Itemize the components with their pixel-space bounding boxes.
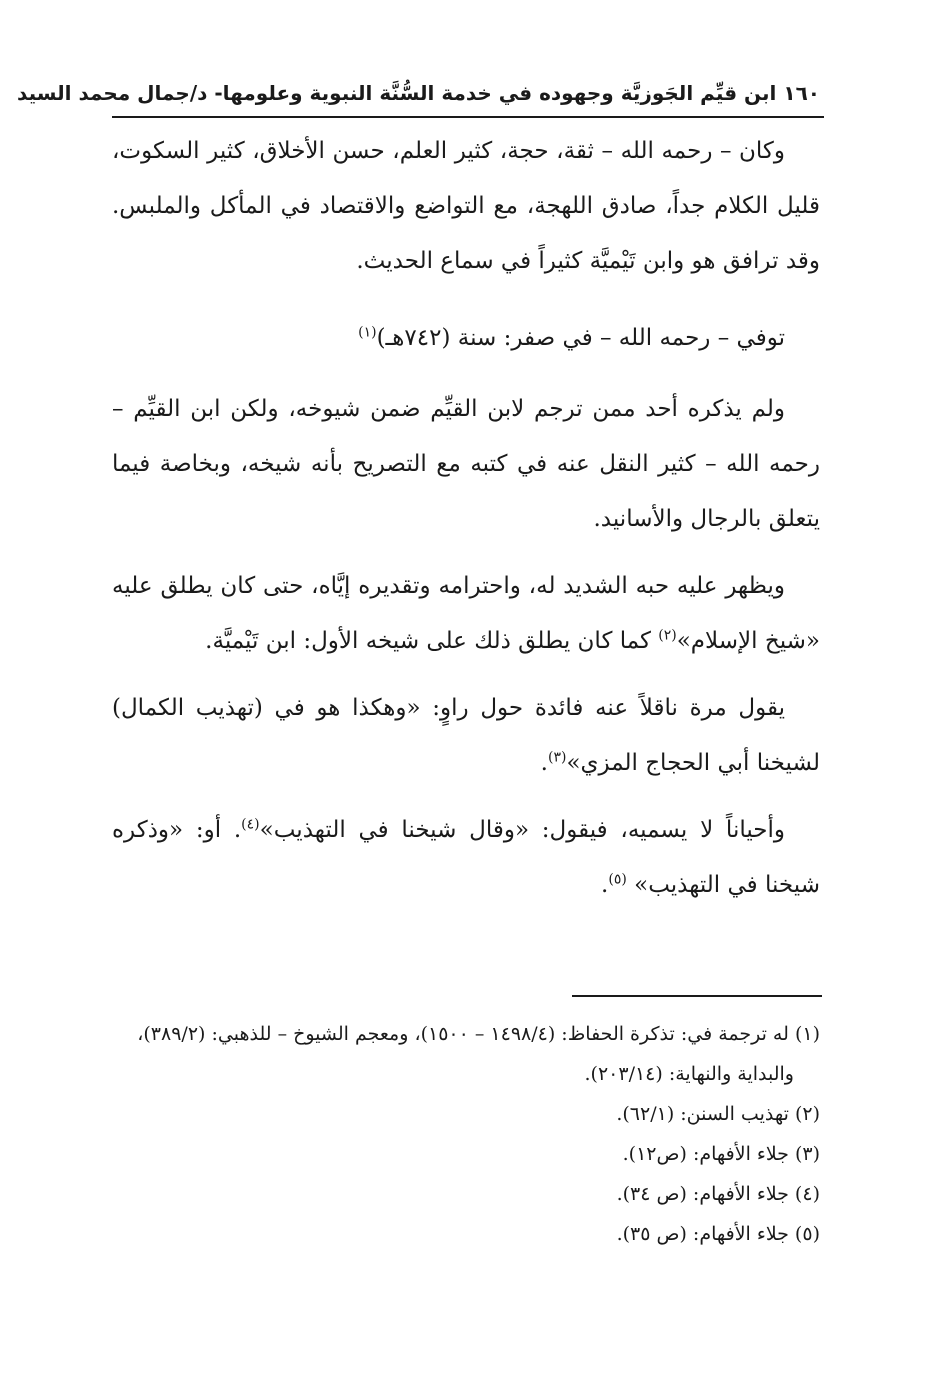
- quote-text-a: يقول مرة ناقلاً عنه فائدة حول راوٍ: «وهكذا هو في (تهذيب الكمال) لشيخنا أبي الحجاج المزي»: [112, 695, 820, 776]
- header-rule: [112, 116, 824, 118]
- running-header: ١٦٠ ابن قيِّم الجَوزيَّة وجهوده في خدمة السُّنَّة النبوية وعلومها- د/جمال محمد السيد: [17, 81, 820, 105]
- quote-text-b: .: [540, 750, 548, 776]
- footnote-ref-4: (٤): [241, 816, 260, 833]
- footnote-ref-2: (٢): [658, 627, 677, 644]
- footnote-item: (٢) تهذيب السنن: (٦٢/١).: [616, 1103, 820, 1125]
- footnote-item: (١) له ترجمة في: تذكرة الحفاظ: (١٤٩٨/٤ – ١٥٠٠)، ومعجم الشيوخ – للذهبي: (٣٨٩/٢)، والبداية والنهاية: (٢٠٣/١٤).: [137, 1023, 820, 1085]
- footnote-item: (٤) جلاء الأفهام: (ص ٣٤).: [616, 1183, 820, 1205]
- unnamed-text-b: . أو: «وذكره شيخنا في التهذيب»: [112, 817, 820, 898]
- paragraph-death: [112, 311, 820, 366]
- paragraph-quote-tahdhib: [112, 681, 820, 791]
- death-text: توفي – رحمه الله – في صفر: سنة (٧٤٢هـ): [376, 325, 785, 351]
- paragraph-respect: [112, 559, 820, 669]
- paragraph-unnamed: [112, 803, 820, 913]
- footnote-item: (٣) جلاء الأفهام: (ص١٢).: [622, 1143, 820, 1165]
- unnamed-text-a: وأحياناً لا يسميه، فيقول: «وقال شيخنا في التهذيب»: [259, 817, 786, 843]
- footnote-item: (٥) جلاء الأفهام: (ص ٣٥).: [616, 1223, 820, 1245]
- footnotes: [112, 1014, 820, 1254]
- footnote-separator: [572, 995, 822, 997]
- main-text: [112, 124, 820, 913]
- footnote-ref-5: (٥): [608, 871, 627, 888]
- respect-text-b: كما كان يطلق ذلك على شيخه الأول: ابن تَيْميَّة.: [205, 628, 659, 654]
- paragraph-description: وكان – رحمه الله – ثقة، حجة، كثير العلم، حسن الأخلاق، كثير السكوت، قليل الكلام جداً، صادق اللهجة، مع التواضع والاقتصاد في المأكل والملبس. وقد ترافق هو وابن تَيْميَّة كثيراً في سماع الحديث.: [112, 138, 820, 274]
- footnote-ref-3: (٣): [547, 749, 567, 766]
- paragraph-not-mentioned: ولم يذكره أحد ممن ترجم لابن القيِّم ضمن شيوخه، ولكن ابن القيِّم – رحمه الله – كثير النقل عنه في كتبه مع التصريح بأنه شيخه، وبخاصة فيما يتعلق بالرجال والأسانيد.: [112, 396, 820, 532]
- unnamed-text-c: .: [601, 872, 609, 898]
- respect-text-a: ويظهر عليه حبه الشديد له، واحترامه وتقديره إيَّاه، حتى كان يطلق عليه «شيخ الإسلام»: [112, 573, 820, 654]
- footnote-ref-1: (١): [358, 324, 377, 341]
